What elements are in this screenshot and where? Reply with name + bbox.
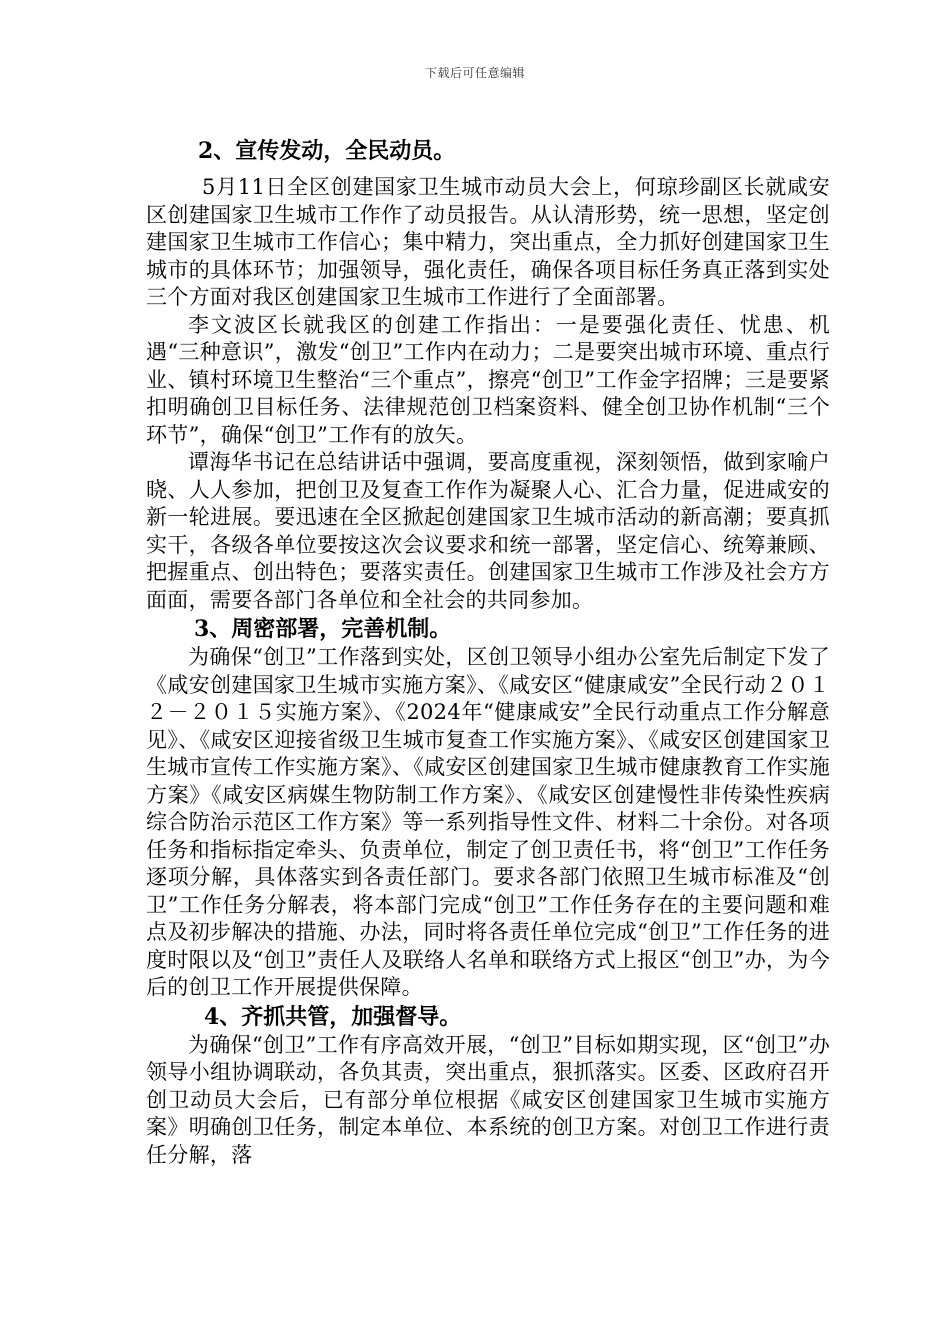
paragraph: 为确保“创卫”工作落到实处，区创卫领导小组办公室先后制定下发了《咸安创建国家卫生城市实施方案》、《咸安区“健康咸安”全民行动２０１２－２０１５实施方案》、《2024年“健康咸安”全民行动重点工作分解意见》、《咸安区迎接省级卫生城市复查工作实施方案》、《咸安区创建国家卫生城市宣传工作实施方案》、《咸安区创建国家卫生城市健康教育工作实施方案》《咸安区病媒生物防制工作方案》、《咸安区创建慢性非传染性疾病综合防治示范区工作方案》等一系列指导性文件、材料二十余份。对各项任务和指标指定牵头、负责单位，制定了创卫责任书，将“创卫”工作任务逐项分解，具体落实到各责任部门。要求各部门依照卫生城市标准及“创卫”工作任务分解表，将本部门完成“创卫”工作任务存在的主要问题和难点及初步解决的措施、办法，同时将各责任单位完成“创卫”工作任务的进度时限以及“创卫”责任人及联络人名单和联络方式上报区“创卫”办，为今后的创卫工作开展提供保障。 — [146, 645, 830, 999]
paragraph: 5月11日全区创建国家卫生城市动员大会上，何琼珍副区长就咸安区创建国家卫生城市工作作了动员报告。从认清形势，统一思想，坚定创建国家卫生城市工作信心；集中精力，突出重点，全力抓好创建国家卫生城市的具体环节；加强领导，强化责任，确保各项目标任务真正落到实处三个方面对我区创建国家卫生城市工作进行了全面部署。 — [146, 175, 830, 309]
section-heading-2: 2、宣传发动，全民动员。 — [198, 138, 456, 164]
section-heading-3: 3、周密部署，完善机制。 — [194, 616, 452, 642]
paragraph: 李文波区长就我区的创建工作指出：一是要强化责任、忧患、机遇“三种意识”，激发“创卫”工作内在动力；二是要突出城市环境、重点行业、镇村环境卫生整治“三个重点”，擦亮“创卫”工作金字招牌；三是要紧扣明确创卫目标任务、法律规范创卫档案资料、健全创卫协作机制“三个环节”，确保“创卫”工作有的放矢。 — [146, 312, 830, 447]
paragraph: 为确保“创卫”工作有序高效开展，“创卫”目标如期实现，区“创卫”办领导小组协调联动，各负其责，突出重点，狠抓落实。区委、区政府召开创卫动员大会后，已有部分单位根据《咸安区创建国家卫生城市实施方案》明确创卫任务，制定本单位、本系统的创卫方案。对创卫工作进行责任分解，落 — [146, 1032, 830, 1167]
section-heading-4: 4、齐抓共管，加强督导。 — [204, 1003, 462, 1030]
header-note: 下载后可任意编辑 — [424, 66, 525, 80]
document-body — [146, 128, 830, 1169]
paragraph: 谭海华书记在总结讲话中强调，要高度重视，深刻领悟，做到家喻户晓、人人参加，把创卫及复查工作作为凝聚人心、汇合力量，促进咸安的新一轮进展。要迅速在全区掀起创建国家卫生城市活动的新高潮；要真抓实干，各级各单位要按这次会议要求和统一部署，坚定信心、统筹兼顾、把握重点、创出特色；要落实责任。创建国家卫生城市工作涉及社会方方面面，需要各部门各单位和全社会的共同参加。 — [146, 450, 830, 612]
